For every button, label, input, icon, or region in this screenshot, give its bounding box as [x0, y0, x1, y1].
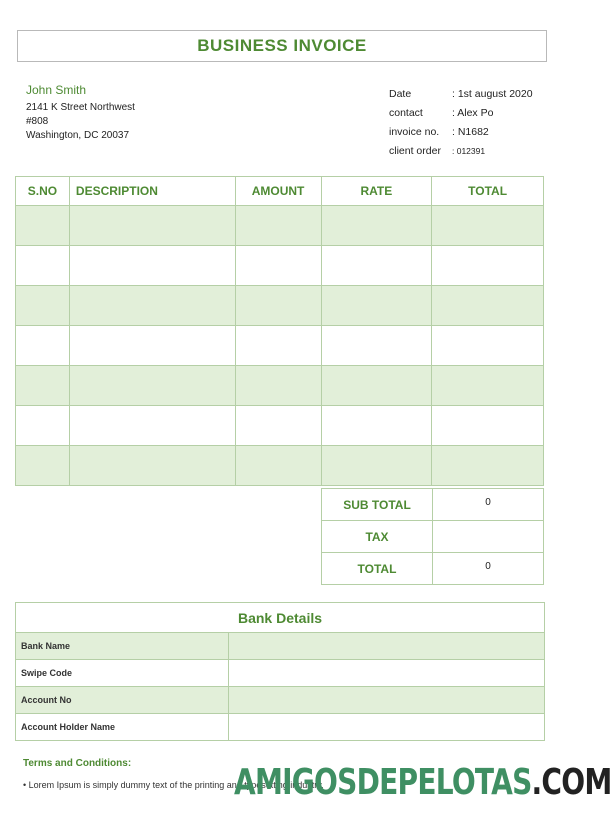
header-sno: S.NO: [16, 177, 70, 206]
watermark-main-text: AMIGOSDEPELOTAS: [234, 762, 532, 803]
watermark-logo: [234, 762, 611, 803]
bank-row-swipe-code: [16, 660, 545, 687]
date-value: : 1st august 2020: [452, 87, 533, 100]
bank-name-label: Bank Name: [16, 633, 229, 660]
sender-block: [26, 83, 135, 143]
subtotal-row: [322, 489, 544, 521]
invoice-title: BUSINESS INVOICE: [197, 36, 367, 55]
terms-heading: Terms and Conditions:: [23, 758, 132, 769]
sender-address-line3: Washington, DC 20037: [26, 130, 130, 141]
contact-label: contact: [389, 106, 423, 119]
line-items-table: [15, 176, 544, 486]
account-holder-label: Account Holder Name: [16, 714, 229, 741]
cell[interactable]: [432, 446, 544, 486]
table-row: [16, 246, 544, 286]
table-row: [16, 446, 544, 486]
cell[interactable]: [321, 206, 432, 246]
sender-address-line2: #808: [26, 116, 49, 127]
cell[interactable]: [321, 286, 432, 326]
table-header-row: [16, 177, 544, 206]
cell[interactable]: [69, 406, 235, 446]
meta-row-invoice: [389, 122, 549, 141]
cell[interactable]: [16, 326, 70, 366]
cell[interactable]: [432, 206, 544, 246]
header-amount: AMOUNT: [235, 177, 321, 206]
cell[interactable]: [321, 326, 432, 366]
table-row: [16, 286, 544, 326]
cell[interactable]: [69, 286, 235, 326]
cell[interactable]: [16, 286, 70, 326]
invoice-title-box: [17, 30, 547, 62]
bank-details-table: [15, 602, 545, 741]
total-value[interactable]: 0: [433, 553, 544, 585]
cell[interactable]: [69, 446, 235, 486]
total-label: TOTAL: [322, 553, 433, 585]
cell[interactable]: [235, 206, 321, 246]
meta-row-date: [389, 84, 549, 103]
terms-line: • Lorem Ipsum is simply dummy text of the printing and typesetting industry.: [23, 780, 324, 790]
account-holder-value[interactable]: [229, 714, 545, 741]
cell[interactable]: [235, 446, 321, 486]
cell[interactable]: [432, 246, 544, 286]
subtotal-value[interactable]: 0: [433, 489, 544, 521]
tax-label: TAX: [322, 521, 433, 553]
cell[interactable]: [321, 406, 432, 446]
swipe-code-label: Swipe Code: [16, 660, 229, 687]
cell[interactable]: [321, 366, 432, 406]
contact-value: : Alex Po: [452, 106, 494, 119]
cell[interactable]: [16, 366, 70, 406]
table-row: [16, 406, 544, 446]
meta-row-contact: [389, 103, 549, 122]
client-order-value: : 012391: [452, 145, 486, 156]
subtotal-label: SUB TOTAL: [322, 489, 433, 521]
header-rate: RATE: [321, 177, 432, 206]
cell[interactable]: [16, 246, 70, 286]
bank-row-bank-name: [16, 633, 545, 660]
cell[interactable]: [69, 206, 235, 246]
header-description: DESCRIPTION: [69, 177, 235, 206]
invoice-number-value: : N1682: [452, 125, 489, 138]
meta-row-client: [389, 141, 549, 160]
cell[interactable]: [432, 406, 544, 446]
terms-block: [23, 758, 324, 790]
invoice-meta: [389, 84, 549, 160]
cell[interactable]: [235, 326, 321, 366]
tax-value[interactable]: [433, 521, 544, 553]
cell[interactable]: [16, 406, 70, 446]
client-order-label: client order: [389, 144, 441, 157]
cell[interactable]: [69, 246, 235, 286]
cell[interactable]: [235, 366, 321, 406]
cell[interactable]: [16, 446, 70, 486]
table-row: [16, 326, 544, 366]
invoice-number-label: invoice no.: [389, 125, 440, 138]
cell[interactable]: [16, 206, 70, 246]
bank-row-account-no: [16, 687, 545, 714]
cell[interactable]: [69, 366, 235, 406]
cell[interactable]: [321, 446, 432, 486]
bank-row-account-holder: [16, 714, 545, 741]
totals-table: [321, 488, 544, 585]
cell[interactable]: [69, 326, 235, 366]
watermark-domain-text: .COM: [531, 762, 611, 803]
table-row: [16, 366, 544, 406]
cell[interactable]: [321, 246, 432, 286]
cell[interactable]: [235, 406, 321, 446]
total-row: [322, 553, 544, 585]
header-total: TOTAL: [432, 177, 544, 206]
bank-header-row: [16, 603, 545, 633]
cell[interactable]: [432, 286, 544, 326]
cell[interactable]: [432, 326, 544, 366]
cell[interactable]: [235, 246, 321, 286]
bank-name-value[interactable]: [229, 633, 545, 660]
bank-details-title: Bank Details: [16, 603, 545, 633]
account-no-label: Account No: [16, 687, 229, 714]
sender-name: John Smith: [26, 83, 87, 97]
date-label: Date: [389, 87, 412, 100]
swipe-code-value[interactable]: [229, 660, 545, 687]
tax-row: [322, 521, 544, 553]
account-no-value[interactable]: [229, 687, 545, 714]
table-row: [16, 206, 544, 246]
cell[interactable]: [432, 366, 544, 406]
sender-address-line1: 2141 K Street Northwest: [26, 102, 135, 113]
cell[interactable]: [235, 286, 321, 326]
